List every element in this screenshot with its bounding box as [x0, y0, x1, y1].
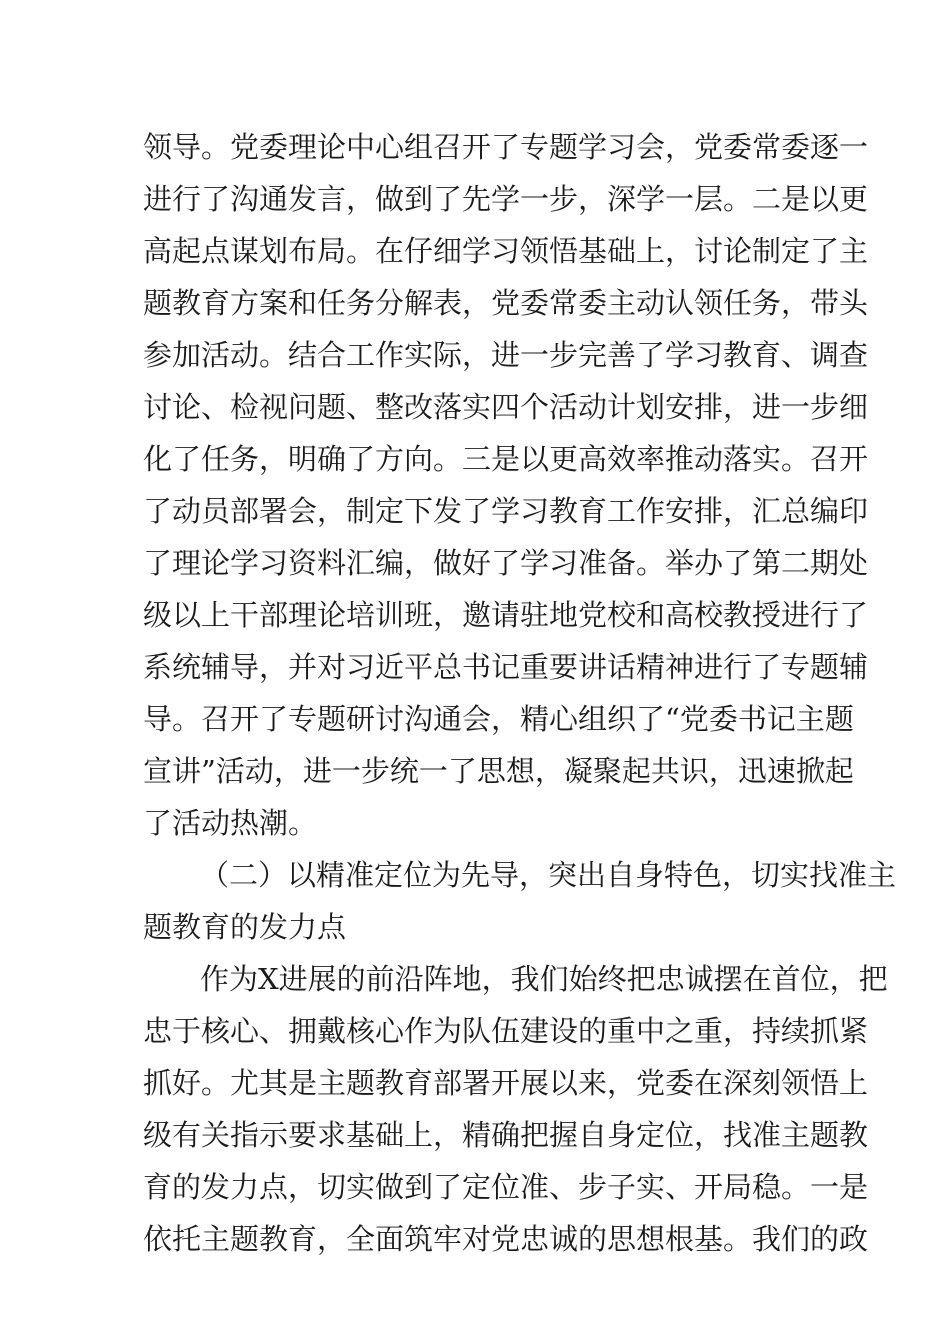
text-line: 宣讲”活动，进一步统一了思想，凝聚起共识，迅速掀起: [143, 754, 854, 788]
text-line: 讨论、检视问题、整改落实四个活动计划安排，进一步细: [143, 390, 869, 424]
text-line: 系统辅导，并对习近平总书记重要讲话精神进行了专题辅: [143, 650, 869, 684]
text-line: 导。召开了专题研讨沟通会，精心组织了“党委书记主题: [143, 702, 854, 736]
text-line: 抓好。尤其是主题教育部署开展以来，党委在深刻领悟上: [143, 1066, 869, 1100]
text-line: 高起点谋划布局。在仔细学习领悟基础上，讨论制定了主: [143, 234, 869, 268]
text-line: 题教育方案和任务分解表，党委常委主动认领任务，带头: [143, 286, 869, 320]
text-line: 了动员部署会，制定下发了学习教育工作安排，汇总编印: [143, 494, 869, 528]
text-line: 育的发力点，切实做到了定位准、步子实、开局稳。一是: [143, 1170, 869, 1204]
text-line: 化了任务，明确了方向。三是以更高效率推动落实。召开: [143, 442, 869, 476]
text-line: 进行了沟通发言，做到了先学一步，深学一层。二是以更: [143, 182, 869, 216]
text-line: 了理论学习资料汇编，做好了学习准备。举办了第二期处: [143, 546, 869, 580]
section-heading-end-line: 题教育的发力点: [143, 910, 347, 944]
text-line: 级以上干部理论培训班，邀请驻地党校和高校教授进行了: [143, 598, 869, 632]
text-line: 依托主题教育，全面筑牢对党忠诚的思想根基。我们的政: [143, 1222, 869, 1256]
paragraph-end-line: 了活动热潮。: [143, 806, 318, 840]
text-line: 级有关指示要求基础上，精确把握自身定位，找准主题教: [143, 1118, 869, 1152]
text-line: 忠于核心、拥戴核心作为队伍建设的重中之重，持续抓紧: [143, 1014, 869, 1048]
section-heading-line: （二）以精准定位为先导，突出自身特色，切实找准主: [200, 858, 897, 892]
paragraph-start-line: 作为X进展的前沿阵地，我们始终把忠诚摆在首位，把: [200, 962, 888, 996]
text-line: 参加活动。结合工作实际，进一步完善了学习教育、调查: [143, 338, 869, 372]
text-line: 领导。党委理论中心组召开了专题学习会，党委常委逐一: [143, 130, 869, 164]
